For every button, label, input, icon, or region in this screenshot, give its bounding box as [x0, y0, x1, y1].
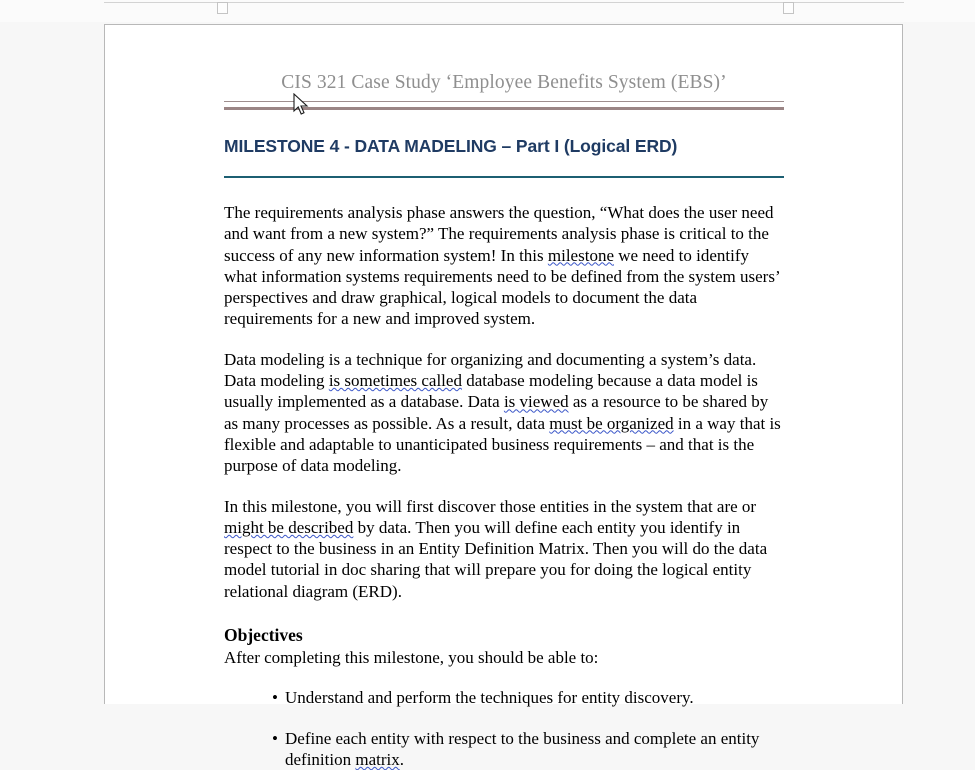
paragraph-text: by data. Then you will define each entity you identify in respect to the business in an Entity Definition Matrix. Then you will do the data model tutorial in doc sharing that will prepare you for doing the logical entity relational diagram (ERD).: [224, 517, 768, 601]
grammar-flag-is-sometimes-called[interactable]: is sometimes called: [328, 371, 462, 391]
paragraph-text: in a way that is flexible and adaptable to unanticipated business requirements – and that is the purpose of data modeling.: [224, 413, 781, 476]
objectives-lead-in: After completing this milestone, you should be able to:: [224, 648, 599, 668]
paragraph-text: Data modeling is a technique for organizing and documenting a system’s data. Data modeling: [224, 349, 757, 391]
spelling-flag-matrix[interactable]: matrix: [355, 749, 400, 769]
objectives-heading: Objectives: [224, 625, 303, 646]
paragraph-requirements-analysis: [224, 202, 784, 330]
grammar-flag-must-be-organized[interactable]: must be organized: [549, 413, 674, 433]
paragraph-text: The requirements analysis phase answers the question, “What does the user need and want from a new system?” The requirements analysis phase is critical to the success of any new information system! In this: [224, 203, 774, 265]
grammar-flag-might-be-described[interactable]: might be described: [224, 517, 354, 537]
grammar-flag-is-viewed[interactable]: is viewed: [503, 392, 569, 412]
list-item-text: Understand and perform the techniques for entity discovery.: [285, 688, 694, 708]
heading-divider-rule: [224, 176, 784, 178]
header-title: CIS 321 Case Study ‘Employee Benefits System (EBS)’: [281, 72, 727, 93]
paragraph-text: database modeling because a data model is usually implemented as a database. Data: [224, 371, 758, 412]
paragraph-data-modeling: [224, 349, 784, 477]
document-page[interactable]: [104, 24, 903, 769]
list-item-text: .: [399, 749, 404, 769]
bullet-glyph: •: [272, 688, 278, 708]
left-indent-marker[interactable]: [217, 2, 228, 14]
grammar-flag-milestone[interactable]: milestone: [547, 245, 614, 265]
list-item-text: Define each entity with respect to the business and complete an entity definition: [285, 728, 760, 769]
bullet-glyph: •: [272, 728, 278, 748]
paragraph-milestone-overview: [224, 496, 784, 602]
right-indent-marker[interactable]: [783, 2, 794, 14]
header-divider-rule: [224, 101, 784, 110]
page-title: MILESTONE 4 - DATA MADELING – Part I (Logical ERD): [224, 136, 678, 156]
document-header[interactable]: [224, 25, 784, 94]
document-ruler[interactable]: [0, 0, 975, 22]
paragraph-text: we need to identify what information systems requirements need to be defined from the system users’ perspectives and draw graphical, logical models to document the data requirements for a new and improved system.: [224, 245, 780, 329]
list-item: [272, 687, 784, 708]
paragraph-text: In this milestone, you will first discover those entities in the system that are or: [224, 496, 757, 516]
page-content-area: [105, 25, 902, 770]
list-item: [272, 728, 784, 770]
paragraph-text: as a resource to be shared by as many processes as possible. As a result, data: [224, 392, 769, 433]
